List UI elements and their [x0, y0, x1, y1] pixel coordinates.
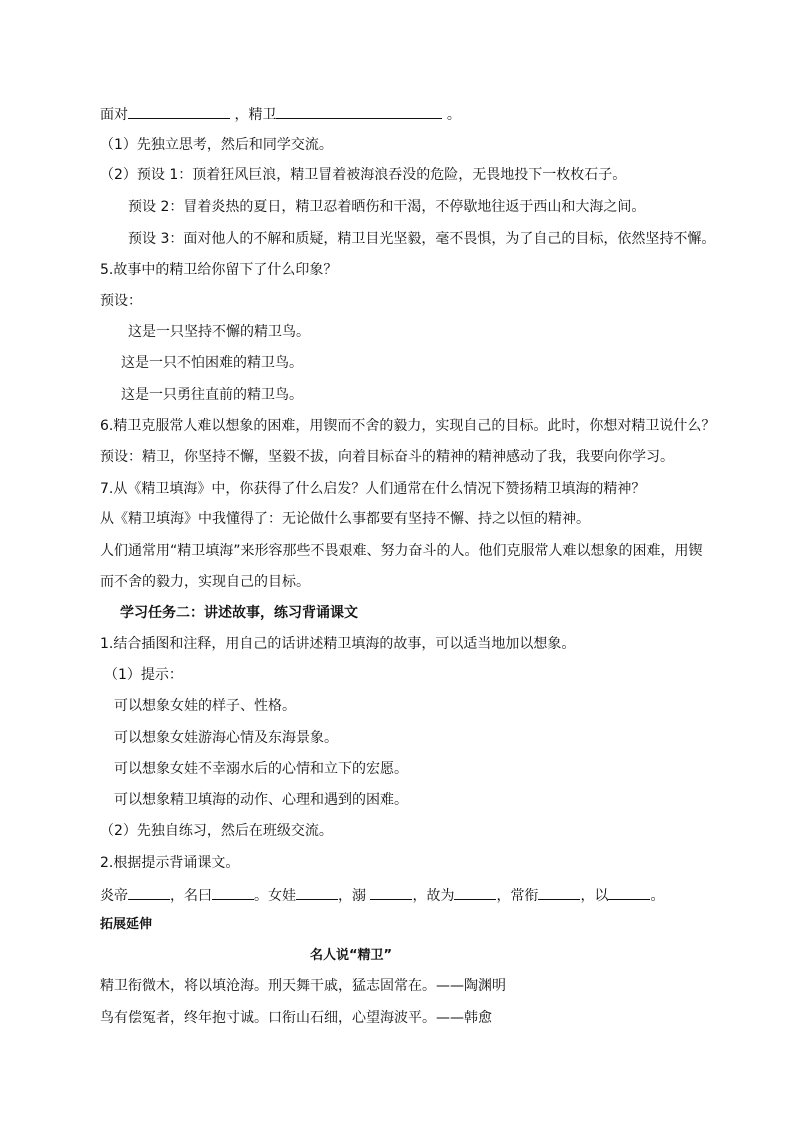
fill-blank-line	[100, 104, 461, 124]
recite-blank-1[interactable]	[128, 885, 170, 900]
task1-preset3: 预设 3：面对他人的不解和质疑，精卫目光坚毅，毫不畏惧，为了自己的目标，依然坚持不懈。	[128, 231, 716, 247]
recite-blank-7[interactable]	[608, 885, 650, 900]
recite-text-3: 。女娃	[254, 888, 296, 904]
answer-blank-1[interactable]	[128, 104, 230, 119]
recite-text-7: ，以	[580, 888, 609, 904]
recite-text-5: ，故为	[412, 888, 455, 904]
recite-blank-3[interactable]	[296, 885, 338, 900]
fill-text-a: 面对	[100, 107, 128, 123]
extension-heading: 拓展延伸	[100, 917, 153, 932]
recite-text-1: 炎帝	[100, 888, 128, 904]
fill-text-b: ，精卫	[234, 107, 277, 123]
task2-hint-1: 可以想象女娃的样子、性格。	[114, 698, 296, 714]
task1-step2: （2）预设 1：顶着狂风巨浪，精卫冒着被海浪吞没的危险，无畏地投下一枚枚石子。	[100, 167, 627, 183]
q5-preset-label: 预设：	[100, 293, 142, 309]
task2-item1-step2: （2）先独自练习，然后在班级交流。	[100, 823, 333, 839]
recite-blank-5[interactable]	[454, 885, 496, 900]
q6-preset: 预设：精卫，你坚持不懈，坚毅不拔，向着目标奋斗的精神的精神感动了我，我要向你学习。	[100, 449, 674, 465]
q7-question: 7.从《精卫填海》中，你获得了什么启发？人们通常在什么情况下赞扬精卫填海的精神？	[100, 481, 646, 497]
q7-answer-2-line-1: 人们通常用“精卫填海”来形容那些不畏艰难、努力奋斗的人。他们克服常人难以想象的困难，用锲	[100, 543, 703, 559]
task2-heading: 学习任务二：讲述故事，练习背诵课文	[120, 605, 358, 621]
recite-text-6: ，常衔	[496, 888, 539, 904]
q5-answer-1: 这是一只坚持不懈的精卫鸟。	[128, 324, 310, 340]
q5-question: 5.故事中的精卫给你留下了什么印象？	[100, 262, 338, 278]
q5-answer-3: 这是一只勇往直前的精卫鸟。	[121, 387, 303, 403]
task2-hint-2: 可以想象女娃游海心情及东海景象。	[114, 730, 338, 746]
recite-text-4: ，溺	[338, 888, 371, 904]
q7-answer-2-line-2: 而不舍的毅力，实现自己的目标。	[100, 574, 310, 590]
q6-question: 6.精卫克服常人难以想象的困难，用锲而不舍的毅力，实现自己的目标。此时，你想对精卫说什么？	[100, 418, 716, 434]
recite-blank-4[interactable]	[370, 885, 412, 900]
quote-tao-yuanming: 精卫衔微木，将以填沧海。刑天舞干戚，猛志固常在。——陶渊明	[100, 978, 506, 994]
task2-hint-label: （1）提示：	[104, 667, 183, 683]
task1-preset2: 预设 2：冒着炎热的夏日，精卫忍着晒伤和干渴，不停歇地往返于西山和大海之间。	[128, 199, 646, 215]
recite-text-2: ，名曰	[170, 888, 212, 904]
quote-han-yu: 鸟有偿冤者，终年抱寸诚。口衔山石细，心望海波平。——韩愈	[100, 1010, 492, 1026]
task1-step1: （1）先独立思考，然后和同学交流。	[100, 137, 333, 153]
fill-text-c: 。	[446, 107, 461, 123]
recite-blank-6[interactable]	[538, 885, 580, 900]
task2-item2: 2.根据提示背诵课文。	[100, 855, 240, 871]
extension-subtitle: 名人说“精卫”	[310, 948, 393, 963]
answer-blank-2[interactable]	[276, 104, 442, 119]
task2-item1: 1.结合插图和注释，用自己的话讲述精卫填海的故事，可以适当地加以想象。	[100, 636, 576, 652]
recite-text-8: 。	[650, 888, 665, 904]
q7-answer-1: 从《精卫填海》中我懂得了：无论做什么事都要有坚持不懈、持之以恒的精神。	[100, 511, 590, 527]
recite-blank-2[interactable]	[212, 885, 254, 900]
q5-answer-2: 这是一只不怕困难的精卫鸟。	[121, 355, 303, 371]
task2-hint-4: 可以想象精卫填海的动作、心理和遇到的困难。	[114, 792, 408, 808]
task2-hint-3: 可以想象女娃不幸溺水后的心情和立下的宏愿。	[114, 761, 408, 777]
recite-fill-line	[100, 885, 664, 905]
